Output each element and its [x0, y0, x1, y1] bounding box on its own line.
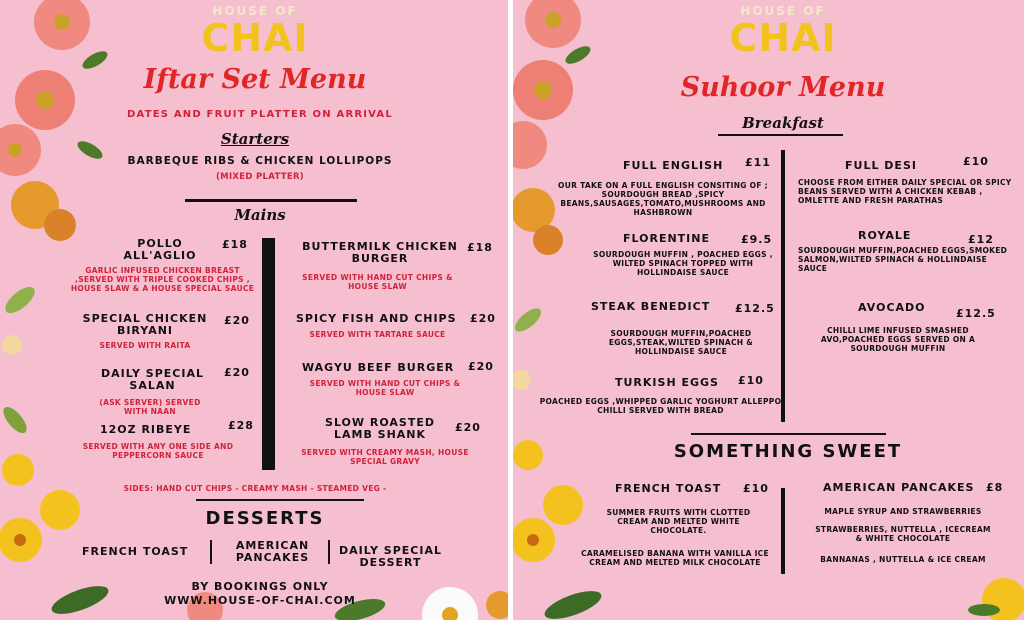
menu-item-description: MAPLE SYRUP AND STRAWBERRIES: [824, 507, 982, 516]
menu-item-price: £10: [743, 482, 769, 495]
bookings-note: BY BOOKINGS ONLY: [191, 580, 329, 593]
menu-item-name: FLORENTINE: [623, 232, 710, 245]
menu-item-description: OUR TAKE ON A FULL ENGLISH CONSITING OF ; SOURDOUGH BREAD ,SPICY BEANS,SAUSAGES,TOMATO,MUSHROOMS AND HASHBROWN: [558, 181, 768, 217]
menu-item-price: £9.5: [741, 233, 773, 246]
divider: [185, 199, 357, 202]
menu-item-description: SUMMER FRUITS WITH CLOTTED CREAM AND MELTED WHITE CHOCOLATE.: [606, 508, 751, 535]
menu-item-name: ROYALE: [858, 229, 912, 242]
menu-item-description: SERVED WITH CREAMY MASH, HOUSE SPECIAL GRAVY: [301, 448, 469, 466]
menu-item-description: SOURDOUGH MUFFIN , POACHED EGGS , WILTED SPINACH TOPPED WITH HOLLINDAISE SAUCE: [593, 250, 773, 277]
menu-item-description: (ASK SERVER) SERVED WITH NAAN: [99, 398, 201, 416]
menu-item-name: SPECIAL CHICKEN BIRYANI: [82, 312, 208, 337]
menu-item-name: STEAK BENEDICT: [591, 300, 711, 313]
menu-item-name: AVOCADO: [858, 301, 926, 314]
divider: [718, 134, 843, 136]
menu-item-description: GARLIC INFUSED CHICKEN BREAST ,SERVED WITH TRIPLE COOKED CHIPS , HOUSE SLAW & A HOUSE SPECIAL SAUCE: [70, 266, 255, 293]
column-divider: [781, 488, 785, 574]
menu-item-price: £10: [963, 155, 989, 168]
starter-note: (MIXED PLATTER): [216, 172, 304, 182]
menu-item-name: BUTTERMILK CHICKEN BURGER: [302, 240, 458, 265]
menu-item-name: FRENCH TOAST: [615, 482, 722, 495]
menu-item-name: SLOW ROASTED LAMB SHANK: [325, 416, 435, 441]
divider: [691, 433, 886, 435]
menu-item-name: FULL ENGLISH: [623, 159, 724, 172]
menu-item-price: £20: [224, 366, 250, 379]
menu-item-price: £12.5: [956, 307, 996, 320]
website-link[interactable]: WWW.HOUSE-OF-CHAI.COM: [164, 594, 356, 607]
menu-item-description: SERVED WITH TARTARE SAUCE: [309, 330, 446, 339]
menu-item-name: WAGYU BEEF BURGER: [302, 361, 455, 374]
suhoor-menu-panel: [513, 0, 1024, 620]
divider: [328, 540, 330, 564]
menu-item-price: £20: [224, 314, 250, 327]
floral-decoration-left: [0, 0, 140, 620]
section-heading-breakfast: Breakfast: [742, 114, 824, 132]
menu-item-price: £28: [228, 419, 254, 432]
logo-main-text: CHAI: [201, 16, 309, 60]
menu-item-name: TURKISH EGGS: [615, 376, 719, 389]
menu-item-description: POACHED EGGS ,WHIPPED GARLIC YOGHURT ALLEPPO CHILLI SERVED WITH BREAD: [539, 397, 782, 415]
menu-item-price: £11: [745, 156, 771, 169]
menu-item-price: £12: [968, 233, 994, 246]
dessert-item: AMERICAN PANCAKES: [235, 539, 310, 564]
menu-item-description: SERVED WITH ANY ONE SIDE AND PEPPERCORN SAUCE: [82, 442, 234, 460]
section-heading-starters: Starters: [220, 130, 290, 148]
menu-item-name: DAILY SPECIAL SALAN: [100, 367, 204, 392]
menu-item-price: £20: [470, 312, 496, 325]
starter-name: BARBEQUE RIBS & CHICKEN LOLLIPOPS: [127, 155, 393, 167]
menu-item-name: POLLO ALL'AGLIO: [123, 237, 197, 262]
menu-item-name: SPICY FISH AND CHIPS: [296, 312, 457, 325]
flower-icon: [964, 560, 1024, 620]
menu-item-description: CHOOSE FROM EITHER DAILY SPECIAL OR SPICY BEANS SERVED WITH A CHICKEN KEBAB , OMLETTE AND FRESH PARATHAS: [798, 178, 1012, 205]
dessert-item: DAILY SPECIAL DESSERT: [338, 544, 442, 569]
menu-item-description: SOURDOUGH MUFFIN,POACHED EGGS,SMOKED SALMON,WILTED SPINACH & HOLLINDAISE SAUCE: [798, 246, 1008, 273]
menu-item-name: 12OZ RIBEYE: [100, 423, 192, 436]
column-divider: [781, 150, 785, 422]
flower-icon: [0, 0, 112, 620]
logo-top-text: HOUSE OF: [212, 4, 298, 18]
menu-item-name: FULL DESI: [845, 159, 917, 172]
menu-item-description: BANNANAS , NUTTELLA & ICE CREAM: [820, 555, 986, 564]
menu-item-description: SERVED WITH HAND CUT CHIPS & HOUSE SLAW: [309, 379, 461, 397]
section-heading-desserts: DESSERTS: [205, 508, 325, 529]
page-title: Iftar Set Menu: [143, 64, 367, 95]
divider: [210, 540, 212, 564]
logo: [180, 4, 330, 58]
column-divider: [262, 238, 275, 470]
menu-item-name: AMERICAN PANCAKES: [823, 481, 975, 494]
sides-note: SIDES: HAND CUT CHIPS - CREAMY MASH - STEAMED VEG -: [123, 484, 387, 493]
page-title: Suhoor Menu: [680, 72, 886, 103]
menu-item-description: SERVED WITH RAITA: [99, 341, 191, 350]
logo-main-text: CHAI: [729, 16, 837, 60]
arrival-note: DATES AND FRUIT PLATTER ON ARRIVAL: [127, 109, 393, 120]
menu-item-description: STRAWBERRIES, NUTTELLA , ICECREAM & WHITE CHOCOLATE: [815, 525, 991, 543]
menu-item-price: £10: [738, 374, 764, 387]
menu-item-price: £12.5: [735, 302, 775, 315]
menu-item-price: £20: [455, 421, 481, 434]
divider: [196, 499, 364, 501]
menu-item-description: SERVED WITH HAND CUT CHIPS & HOUSE SLAW: [302, 273, 453, 291]
iftar-menu-panel: [0, 0, 508, 620]
section-heading-something-sweet: SOMETHING SWEET: [673, 441, 903, 462]
dessert-item: FRENCH TOAST: [82, 545, 189, 558]
menu-item-price: £20: [468, 360, 494, 373]
menu-item-price: £18: [467, 241, 493, 254]
logo: [708, 4, 858, 58]
menu-item-description: CARAMELISED BANANA WITH VANILLA ICE CREAM AND MELTED MILK CHOCOLATE: [581, 549, 769, 567]
menu-item-price: £8: [986, 481, 1004, 494]
section-heading-mains: Mains: [234, 206, 286, 224]
logo-top-text: HOUSE OF: [740, 4, 826, 18]
menu-item-price: £18: [222, 238, 248, 251]
menu-item-description: CHILLI LIME INFUSED SMASHED AVO,POACHED EGGS SERVED ON A SOURDOUGH MUFFIN: [820, 326, 976, 353]
menu-item-description: SOURDOUGH MUFFIN,POACHED EGGS,STEAK,WILTED SPINACH & HOLLINDAISE SAUCE: [608, 329, 754, 356]
